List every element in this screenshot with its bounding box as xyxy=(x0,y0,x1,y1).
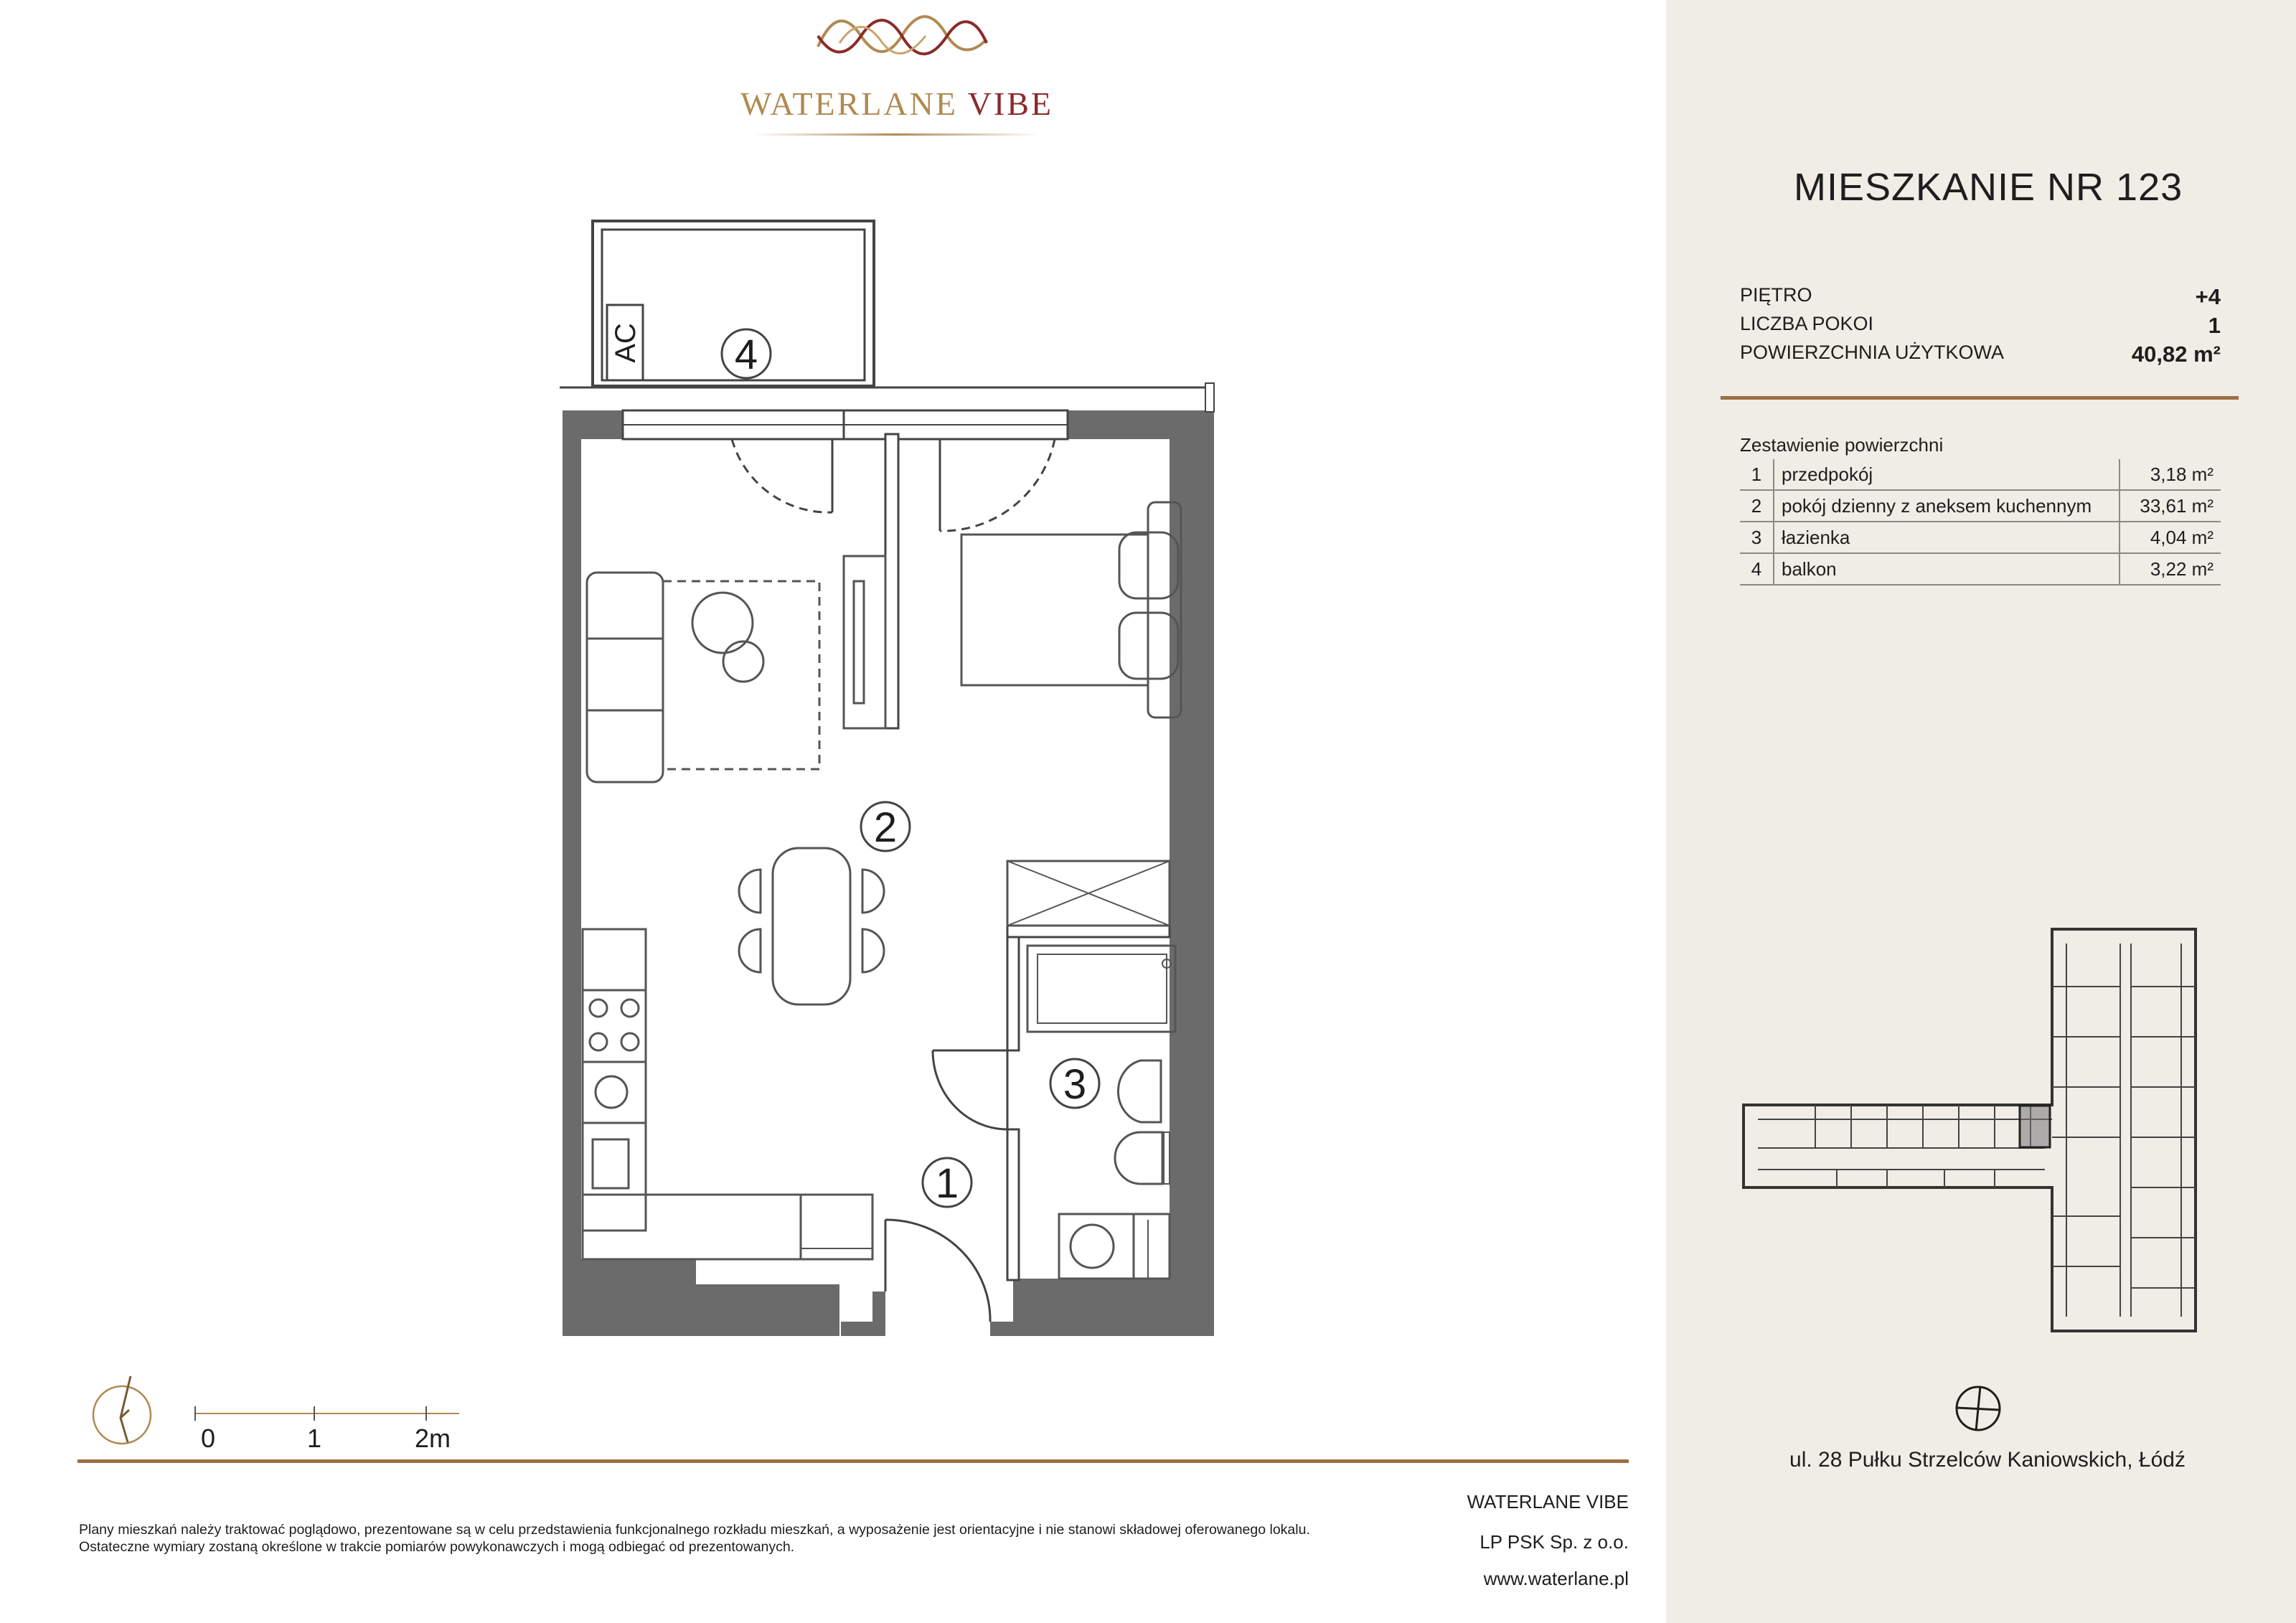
north-compass-icon xyxy=(1953,1383,2003,1434)
room-name: przedpokój xyxy=(1774,459,2119,490)
room-label-2: 2 xyxy=(873,804,898,851)
apartment-title: MIESZKANIE NR 123 xyxy=(1794,166,2183,209)
info-floor-label: PIĘTRO xyxy=(1740,284,1812,306)
info-rooms-value: 1 xyxy=(2208,313,2221,338)
disclaimer-line-2: Ostateczne wymiary zostaną określone w trakcie pomiarów powykonawczych i mogą odbiegać od prezentowanych. xyxy=(79,1539,795,1555)
room-label-4: 4 xyxy=(734,331,758,378)
room-name: balkon xyxy=(1774,553,2119,585)
room-area: 33,61 m² xyxy=(2119,490,2221,522)
room-area: 4,04 m² xyxy=(2119,522,2221,553)
footer-name: WATERLANE VIBE xyxy=(1467,1491,1629,1513)
table-row xyxy=(1740,522,2221,553)
room-name: pokój dzienny z aneksem kuchennym xyxy=(1774,490,2119,522)
room-name: łazienka xyxy=(1774,522,2119,553)
footer-website[interactable]: www.waterlane.pl xyxy=(1483,1568,1629,1589)
info-panel xyxy=(1666,0,2296,1623)
scale-label-2: 2m xyxy=(415,1424,451,1453)
room-area: 3,22 m² xyxy=(2119,553,2221,585)
rug xyxy=(663,581,819,769)
ac-label: AC xyxy=(610,323,641,363)
info-area-value: 40,82 m² xyxy=(2131,342,2221,367)
sofa xyxy=(587,573,663,782)
bathtub xyxy=(1027,946,1175,1032)
scale-label-1: 1 xyxy=(307,1424,322,1453)
table-row xyxy=(1740,553,2221,585)
table-row xyxy=(1740,490,2221,522)
area-table xyxy=(1740,459,2221,585)
table-row xyxy=(1740,459,2221,490)
room-label-1: 1 xyxy=(935,1160,959,1207)
brand-name: WATERLANE VIBE xyxy=(740,85,1053,122)
apartment-highlight xyxy=(2020,1106,2050,1147)
room-label-3: 3 xyxy=(1063,1061,1087,1108)
info-floor-value: +4 xyxy=(2195,284,2221,309)
room-num: 4 xyxy=(1740,553,1774,585)
info-rooms-label: LICZBA POKOI xyxy=(1740,313,1874,334)
dining-table xyxy=(773,848,850,1005)
info-divider xyxy=(1721,396,2239,400)
disclaimer-line-1: Plany mieszkań należy traktować poglądowo, prezentowane są w celu przedstawienia funkcjonalnego rozkładu mieszkań, a wyposażenie jest orientacyjne i nie stanowi składowej oferowanego lokalu. xyxy=(79,1522,1310,1538)
building-key-plan xyxy=(1729,922,2217,1338)
scale-bar xyxy=(187,1406,474,1424)
address: ul. 28 Pułku Strzelców Kaniowskich, Łódź xyxy=(1789,1448,2186,1472)
room-num: 3 xyxy=(1740,522,1774,553)
disclaimer xyxy=(79,1521,1442,1556)
room-area: 3,18 m² xyxy=(2119,459,2221,490)
bottom-divider xyxy=(77,1459,1629,1463)
info-area-label: POWIERZCHNIA UŻYTKOWA xyxy=(1740,342,2005,363)
room-num: 2 xyxy=(1740,490,1774,522)
scale-label-0: 0 xyxy=(201,1424,216,1453)
room-num: 1 xyxy=(1740,459,1774,490)
compass-icon xyxy=(86,1370,158,1449)
footer-company: LP PSK Sp. z o.o. xyxy=(1479,1531,1629,1553)
breakdown-title: Zestawienie powierzchni xyxy=(1740,434,1944,456)
